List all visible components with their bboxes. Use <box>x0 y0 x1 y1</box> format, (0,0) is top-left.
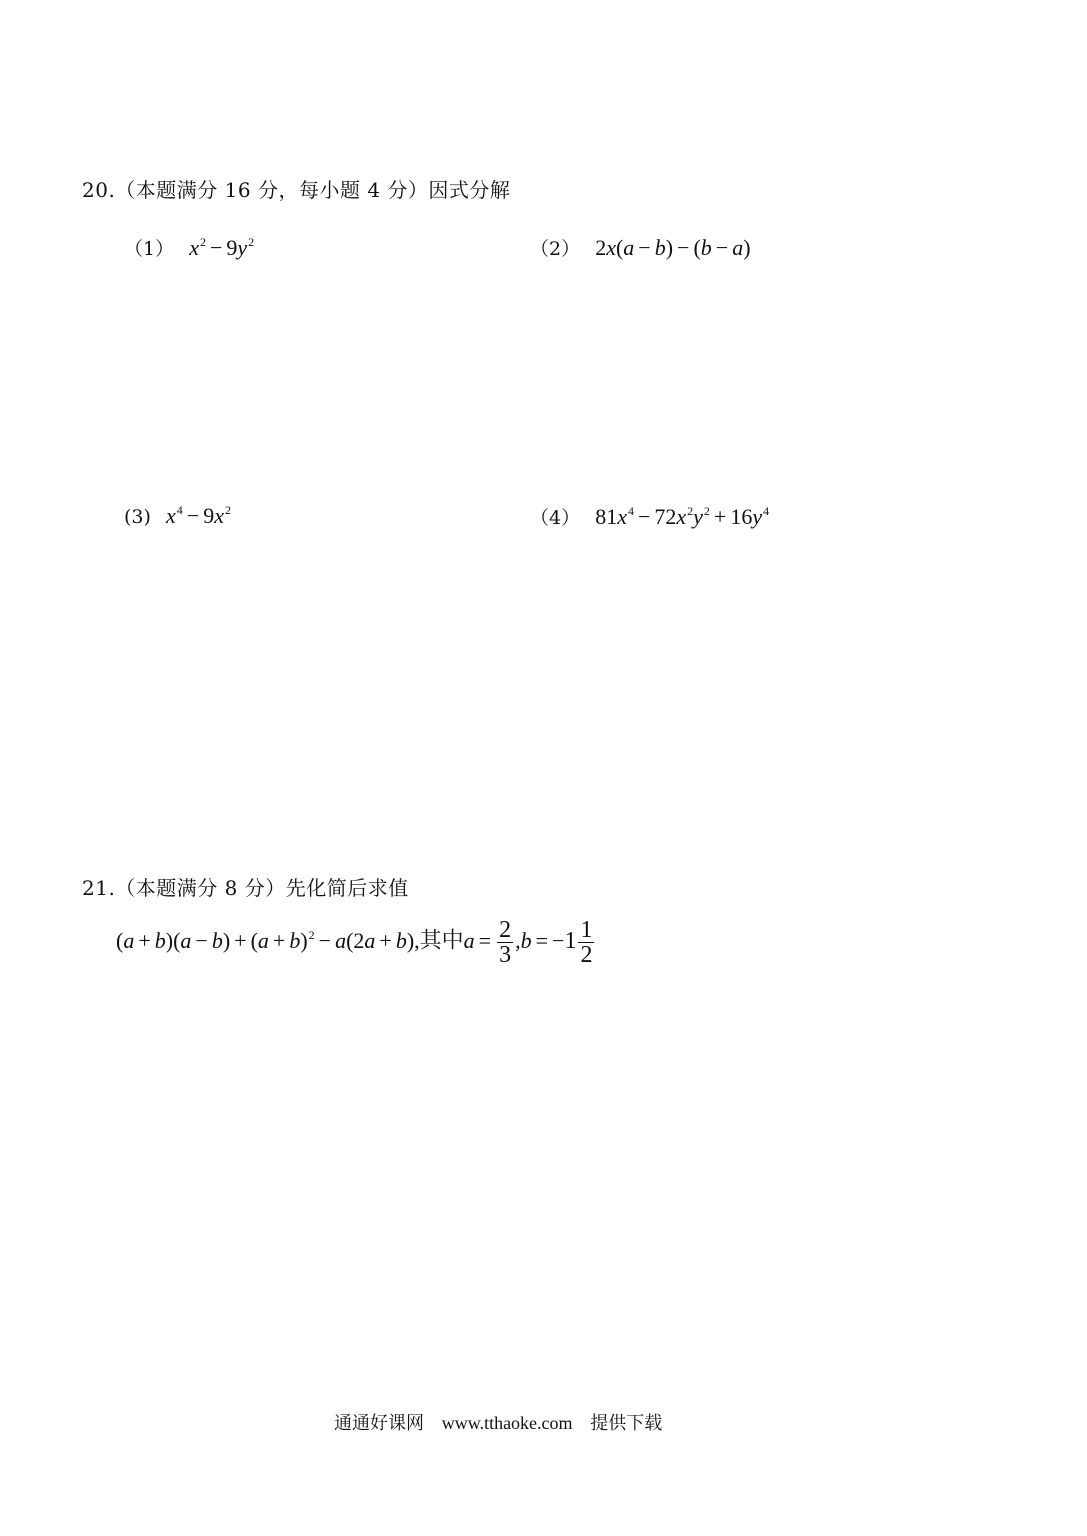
q20-item-4 <box>530 503 769 530</box>
fraction-b: $\frac{1}{2}$ <box>580 917 593 968</box>
q20-item-4-expression: $81x^4 - 72x^2y^2 + 16y^4$ <box>595 504 770 529</box>
footer <box>334 1409 662 1435</box>
footer-site-name: 通通好课网 <box>334 1413 424 1434</box>
q20-item-2 <box>530 234 751 261</box>
q21-condition-text: 其中 <box>419 927 464 953</box>
question-20-title: 20.（本题满分 16 分，每小题 4 分）因式分解 <box>82 178 511 202</box>
question-21-title: 21.（本题满分 8 分）先化简后求值 <box>82 876 409 900</box>
q21-condition-a: a = $\frac{2}{3}$ ,b = −1 $\frac{1}{2}$ <box>463 917 593 968</box>
q20-item-1 <box>124 234 254 261</box>
q21-expression <box>116 918 596 967</box>
q20-item-3 <box>124 503 231 529</box>
q20-item-4-label: （4） <box>530 507 581 529</box>
footer-url: www.tthaoke.com <box>441 1413 573 1433</box>
q20-item-3-expression: $x^4 - 9x^2$ <box>166 503 231 528</box>
q20-item-1-label: （1） <box>124 238 175 260</box>
q20-item-2-expression: 2x(a − b) − (b − a) <box>595 235 751 260</box>
fraction-a: $\frac{2}{3}$ <box>499 917 512 968</box>
q20-item-1-expression: $x^2 - 9y^2$ <box>189 235 255 260</box>
q20-item-3-label: (3) <box>124 506 151 528</box>
q20-item-2-label: （2） <box>530 238 581 260</box>
q21-main-expression: $(a + b)(a - b) + (a + b)^2 - a(2a + b)$, <box>116 927 420 953</box>
footer-download-text: 提供下载 <box>590 1413 663 1434</box>
